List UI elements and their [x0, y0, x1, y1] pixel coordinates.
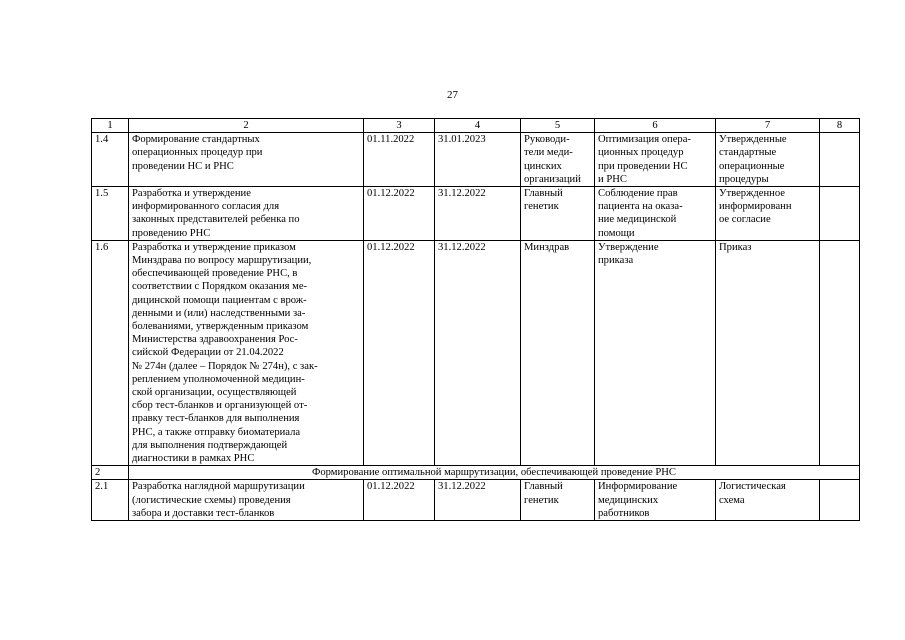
note-cell	[820, 480, 860, 521]
result-cell-line: Утвержденные	[719, 134, 787, 146]
task-cell-line: правку тест-бланков для выполнения	[132, 413, 300, 425]
end-date: 31.12.2022	[435, 240, 521, 465]
task-cell-line: ской организации, осуществляющей	[132, 387, 297, 399]
task-cell-line: диагностики в рамках РНС	[132, 453, 255, 465]
responsible-cell-line: генетик	[524, 494, 559, 506]
table-row	[92, 480, 860, 521]
page-number: 27	[447, 89, 458, 101]
task-cell	[129, 480, 364, 521]
goal-cell-line: пациента на оказа-	[598, 201, 683, 213]
task-cell-line: законных представителей ребенка по	[132, 214, 300, 226]
result-cell-line: операционные	[719, 160, 785, 172]
responsible-cell	[521, 240, 595, 465]
task-cell-line: (логистические схемы) проведения	[132, 494, 291, 506]
table-row	[92, 187, 860, 241]
goal-cell	[595, 187, 716, 241]
responsible-cell-line: Главный	[524, 481, 563, 493]
task-cell-line: Минздрава по вопросу маршрутизации,	[132, 255, 312, 267]
task-cell-line: болеваниями, утвержденным приказом	[132, 321, 309, 333]
task-cell-line: Формирование стандартных	[132, 134, 260, 146]
table-row	[92, 133, 860, 187]
start-date: 01.12.2022	[364, 480, 435, 521]
responsible-cell-line: Главный	[524, 188, 563, 200]
end-date: 31.01.2023	[435, 133, 521, 187]
result-cell-line: ое согласие	[719, 214, 771, 226]
task-cell-line: РНС, а также отправку биоматериала	[132, 426, 301, 438]
result-cell	[716, 187, 820, 241]
result-cell-line: Логистическая	[719, 481, 786, 493]
task-cell-line: Разработка наглядной маршрутизации	[132, 481, 305, 493]
goal-cell-line: и РНС	[598, 173, 627, 185]
note-cell	[820, 133, 860, 187]
goal-cell-line: ционных процедур	[598, 147, 684, 159]
header-cell-3: 3	[364, 119, 435, 133]
goal-cell-line: при проведении НС	[598, 160, 688, 172]
header-cell-7: 7	[716, 119, 820, 133]
note-cell	[820, 187, 860, 241]
responsible-cell-line: организаций	[524, 173, 581, 185]
responsible-cell-line: генетик	[524, 201, 559, 213]
row-number: 1.4	[92, 133, 129, 187]
task-cell-line: Разработка и утверждение приказом	[132, 241, 296, 253]
result-cell-line: схема	[719, 494, 745, 506]
goal-cell-line: работников	[598, 507, 650, 519]
header-cell-6: 6	[595, 119, 716, 133]
task-cell-line: обеспечивающей проведение РНС, в	[132, 268, 298, 280]
header-cell-8: 8	[820, 119, 860, 133]
task-cell-line: проведении НС и РНС	[132, 160, 234, 172]
responsible-cell	[521, 133, 595, 187]
task-cell-line: Разработка и утверждение	[132, 188, 251, 200]
end-date: 31.12.2022	[435, 187, 521, 241]
result-cell-line: Приказ	[719, 241, 752, 253]
table-body	[92, 119, 860, 521]
goal-cell-line: приказа	[598, 255, 634, 267]
end-date: 31.12.2022	[435, 480, 521, 521]
result-cell-line: процедуры	[719, 173, 769, 185]
plan-table	[91, 118, 860, 521]
task-cell-line: проведению РНС	[132, 227, 211, 239]
responsible-cell-line: цинских	[524, 160, 562, 172]
responsible-cell-line: тели меди-	[524, 147, 573, 159]
header-cell-5: 5	[521, 119, 595, 133]
responsible-cell	[521, 187, 595, 241]
responsible-cell-line: Минздрав	[524, 241, 570, 253]
goal-cell	[595, 480, 716, 521]
task-cell-line: денными и (или) наследственными за-	[132, 307, 306, 319]
row-number: 2	[92, 466, 129, 480]
task-cell-line: № 274н (далее – Порядок № 274н), с зак-	[132, 360, 318, 372]
task-cell	[129, 187, 364, 241]
task-cell-line: соответствии с Порядком оказания ме-	[132, 281, 308, 293]
task-cell-line: забора и доставки тест-бланков	[132, 507, 275, 519]
table-row	[92, 240, 860, 465]
result-cell	[716, 480, 820, 521]
task-cell-line: реплением уполномоченной медицин-	[132, 373, 305, 385]
task-cell-line: Министерства здравоохранения Рос-	[132, 334, 298, 346]
start-date: 01.12.2022	[364, 187, 435, 241]
goal-cell-line: Информирование	[598, 481, 678, 493]
task-cell-line: для выполнения подтверждающей	[132, 439, 288, 451]
header-cell-1: 1	[92, 119, 129, 133]
section-title: Формирование оптимальной маршрутизации, обеспечивающей проведение РНС	[129, 466, 860, 480]
goal-cell-line: помощи	[598, 227, 635, 239]
result-cell	[716, 240, 820, 465]
table-header-row	[92, 119, 860, 133]
section-row	[92, 466, 860, 480]
row-number: 1.6	[92, 240, 129, 465]
header-cell-2: 2	[129, 119, 364, 133]
task-cell-line: информированного согласия для	[132, 201, 280, 213]
responsible-cell	[521, 480, 595, 521]
result-cell	[716, 133, 820, 187]
result-cell-line: Утвержденное	[719, 188, 785, 200]
row-number: 2.1	[92, 480, 129, 521]
task-cell-line: операционных процедур при	[132, 147, 263, 159]
task-cell	[129, 133, 364, 187]
start-date: 01.11.2022	[364, 133, 435, 187]
result-cell-line: стандартные	[719, 147, 777, 159]
task-cell-line: сбор тест-бланков и организующей от-	[132, 400, 308, 412]
goal-cell-line: Соблюдение прав	[598, 188, 678, 200]
goal-cell	[595, 133, 716, 187]
task-cell	[129, 240, 364, 465]
row-number: 1.5	[92, 187, 129, 241]
responsible-cell-line: Руководи-	[524, 134, 570, 146]
result-cell-line: информированн	[719, 201, 792, 213]
note-cell	[820, 240, 860, 465]
goal-cell-line: медицинских	[598, 494, 659, 506]
task-cell-line: сийской Федерации от 21.04.2022	[132, 347, 284, 359]
goal-cell-line: ние медицинской	[598, 214, 677, 226]
goal-cell-line: Утверждение	[598, 241, 659, 253]
header-cell-4: 4	[435, 119, 521, 133]
task-cell-line: дицинской помощи пациентам с врож-	[132, 294, 307, 306]
start-date: 01.12.2022	[364, 240, 435, 465]
goal-cell	[595, 240, 716, 465]
goal-cell-line: Оптимизация опера-	[598, 134, 691, 146]
